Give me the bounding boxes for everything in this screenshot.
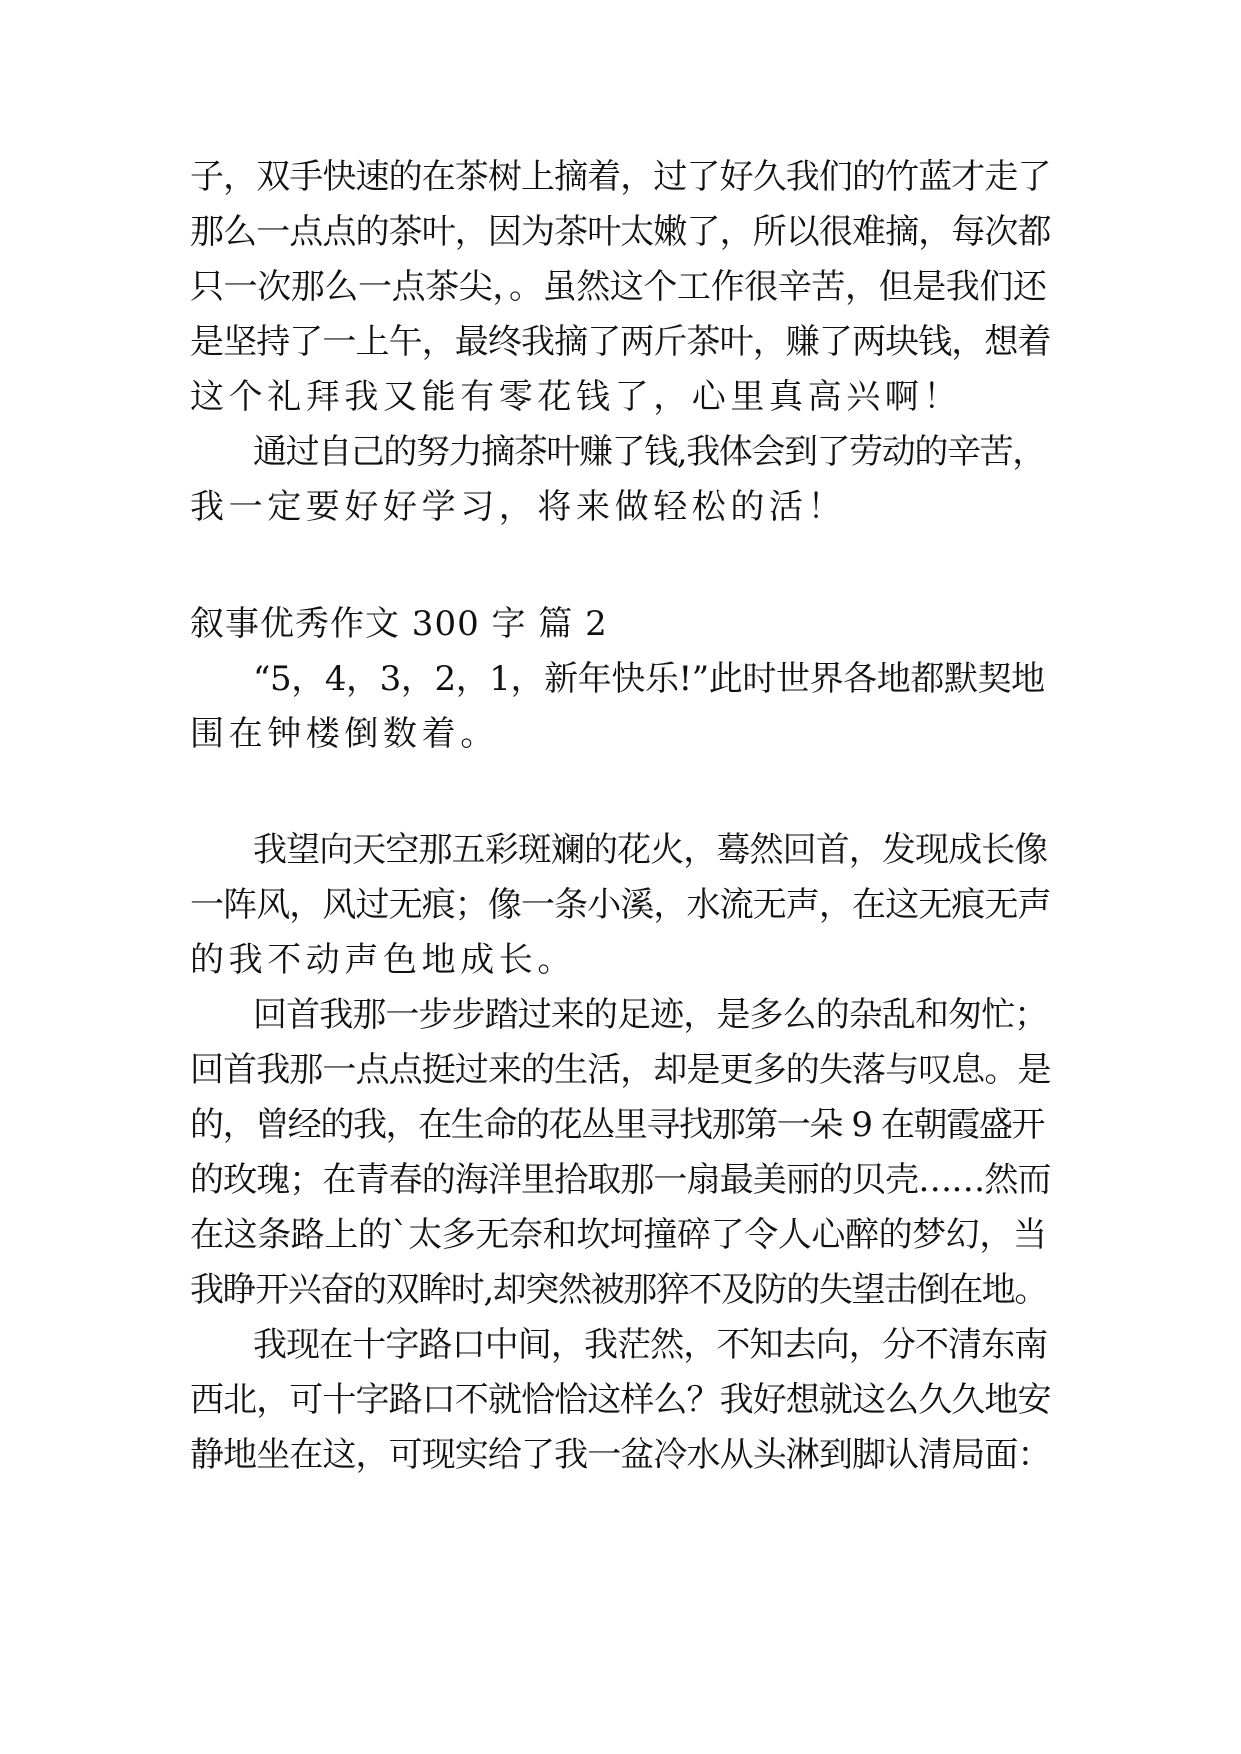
paragraph-line: 西北，可十字路口不就恰恰这样么？我好想就这么久久地安 <box>190 1380 1051 1420</box>
paragraph-line: 回首我那一步步踏过来的足迹，是多么的杂乱和匆忙； <box>253 995 1048 1035</box>
paragraph-line: 我望向天空那五彩斑斓的花火，蓦然回首，发现成长像 <box>253 830 1048 870</box>
paragraph-line: 围在钟楼倒数着。 <box>190 714 499 754</box>
paragraph-line: 一阵风，风过无痕；像一条小溪，水流无声，在这无痕无声 <box>190 885 1051 925</box>
paragraph-line: 的我不动声色地成长。 <box>190 940 576 980</box>
paragraph-line: 在这条路上的`太多无奈和坎坷撞碎了令人心醉的梦幻，当 <box>190 1215 1047 1255</box>
paragraph-line: 我现在十字路口中间，我茫然，不知去向，分不清东南 <box>253 1325 1048 1365</box>
paragraph-line: 只一次那么一点茶尖，。虽然这个工作很辛苦，但是我们还 <box>190 267 1047 307</box>
paragraph-line: 通过自己的努力摘茶叶赚了钱,我体会到了劳动的辛苦， <box>253 432 1045 472</box>
section-heading: 叙事优秀作文 300 字 篇 2 <box>190 604 608 644</box>
paragraph-line: 那么一点点的茶叶，因为茶叶太嫩了，所以很难摘，每次都 <box>190 212 1051 252</box>
paragraph-line: 回首我那一点点挺过来的生活，却是更多的失落与叹息。是 <box>190 1050 1051 1090</box>
paragraph-line: 静地坐在这，可现实给了我一盆冷水从头淋到脚认清局面： <box>190 1435 1051 1475</box>
paragraph-line: 的，曾经的我，在生命的花丛里寻找那第一朵 9 在朝霞盛开 <box>190 1105 1045 1145</box>
paragraph-line: 的玫瑰；在青春的海洋里拾取那一扇最美丽的贝壳……然而 <box>190 1160 1051 1200</box>
paragraph-line: 子，双手快速的在茶树上摘着，过了好久我们的竹蓝才走了 <box>190 157 1051 197</box>
paragraph-line: 是坚持了一上午，最终我摘了两斤茶叶，赚了两块钱，想着 <box>190 322 1051 362</box>
paragraph-line: 我睁开兴奋的双眸时,却突然被那猝不及防的失望击倒在地。 <box>190 1270 1048 1310</box>
paragraph-line: “5，4，3，2，1，新年快乐!”此时世界各地都默契地 <box>253 659 1045 699</box>
paragraph-line: 我一定要好好学习，将来做轻松的活！ <box>190 487 847 527</box>
paragraph-line: 这个礼拜我又能有零花钱了，心里真高兴啊！ <box>190 377 962 417</box>
